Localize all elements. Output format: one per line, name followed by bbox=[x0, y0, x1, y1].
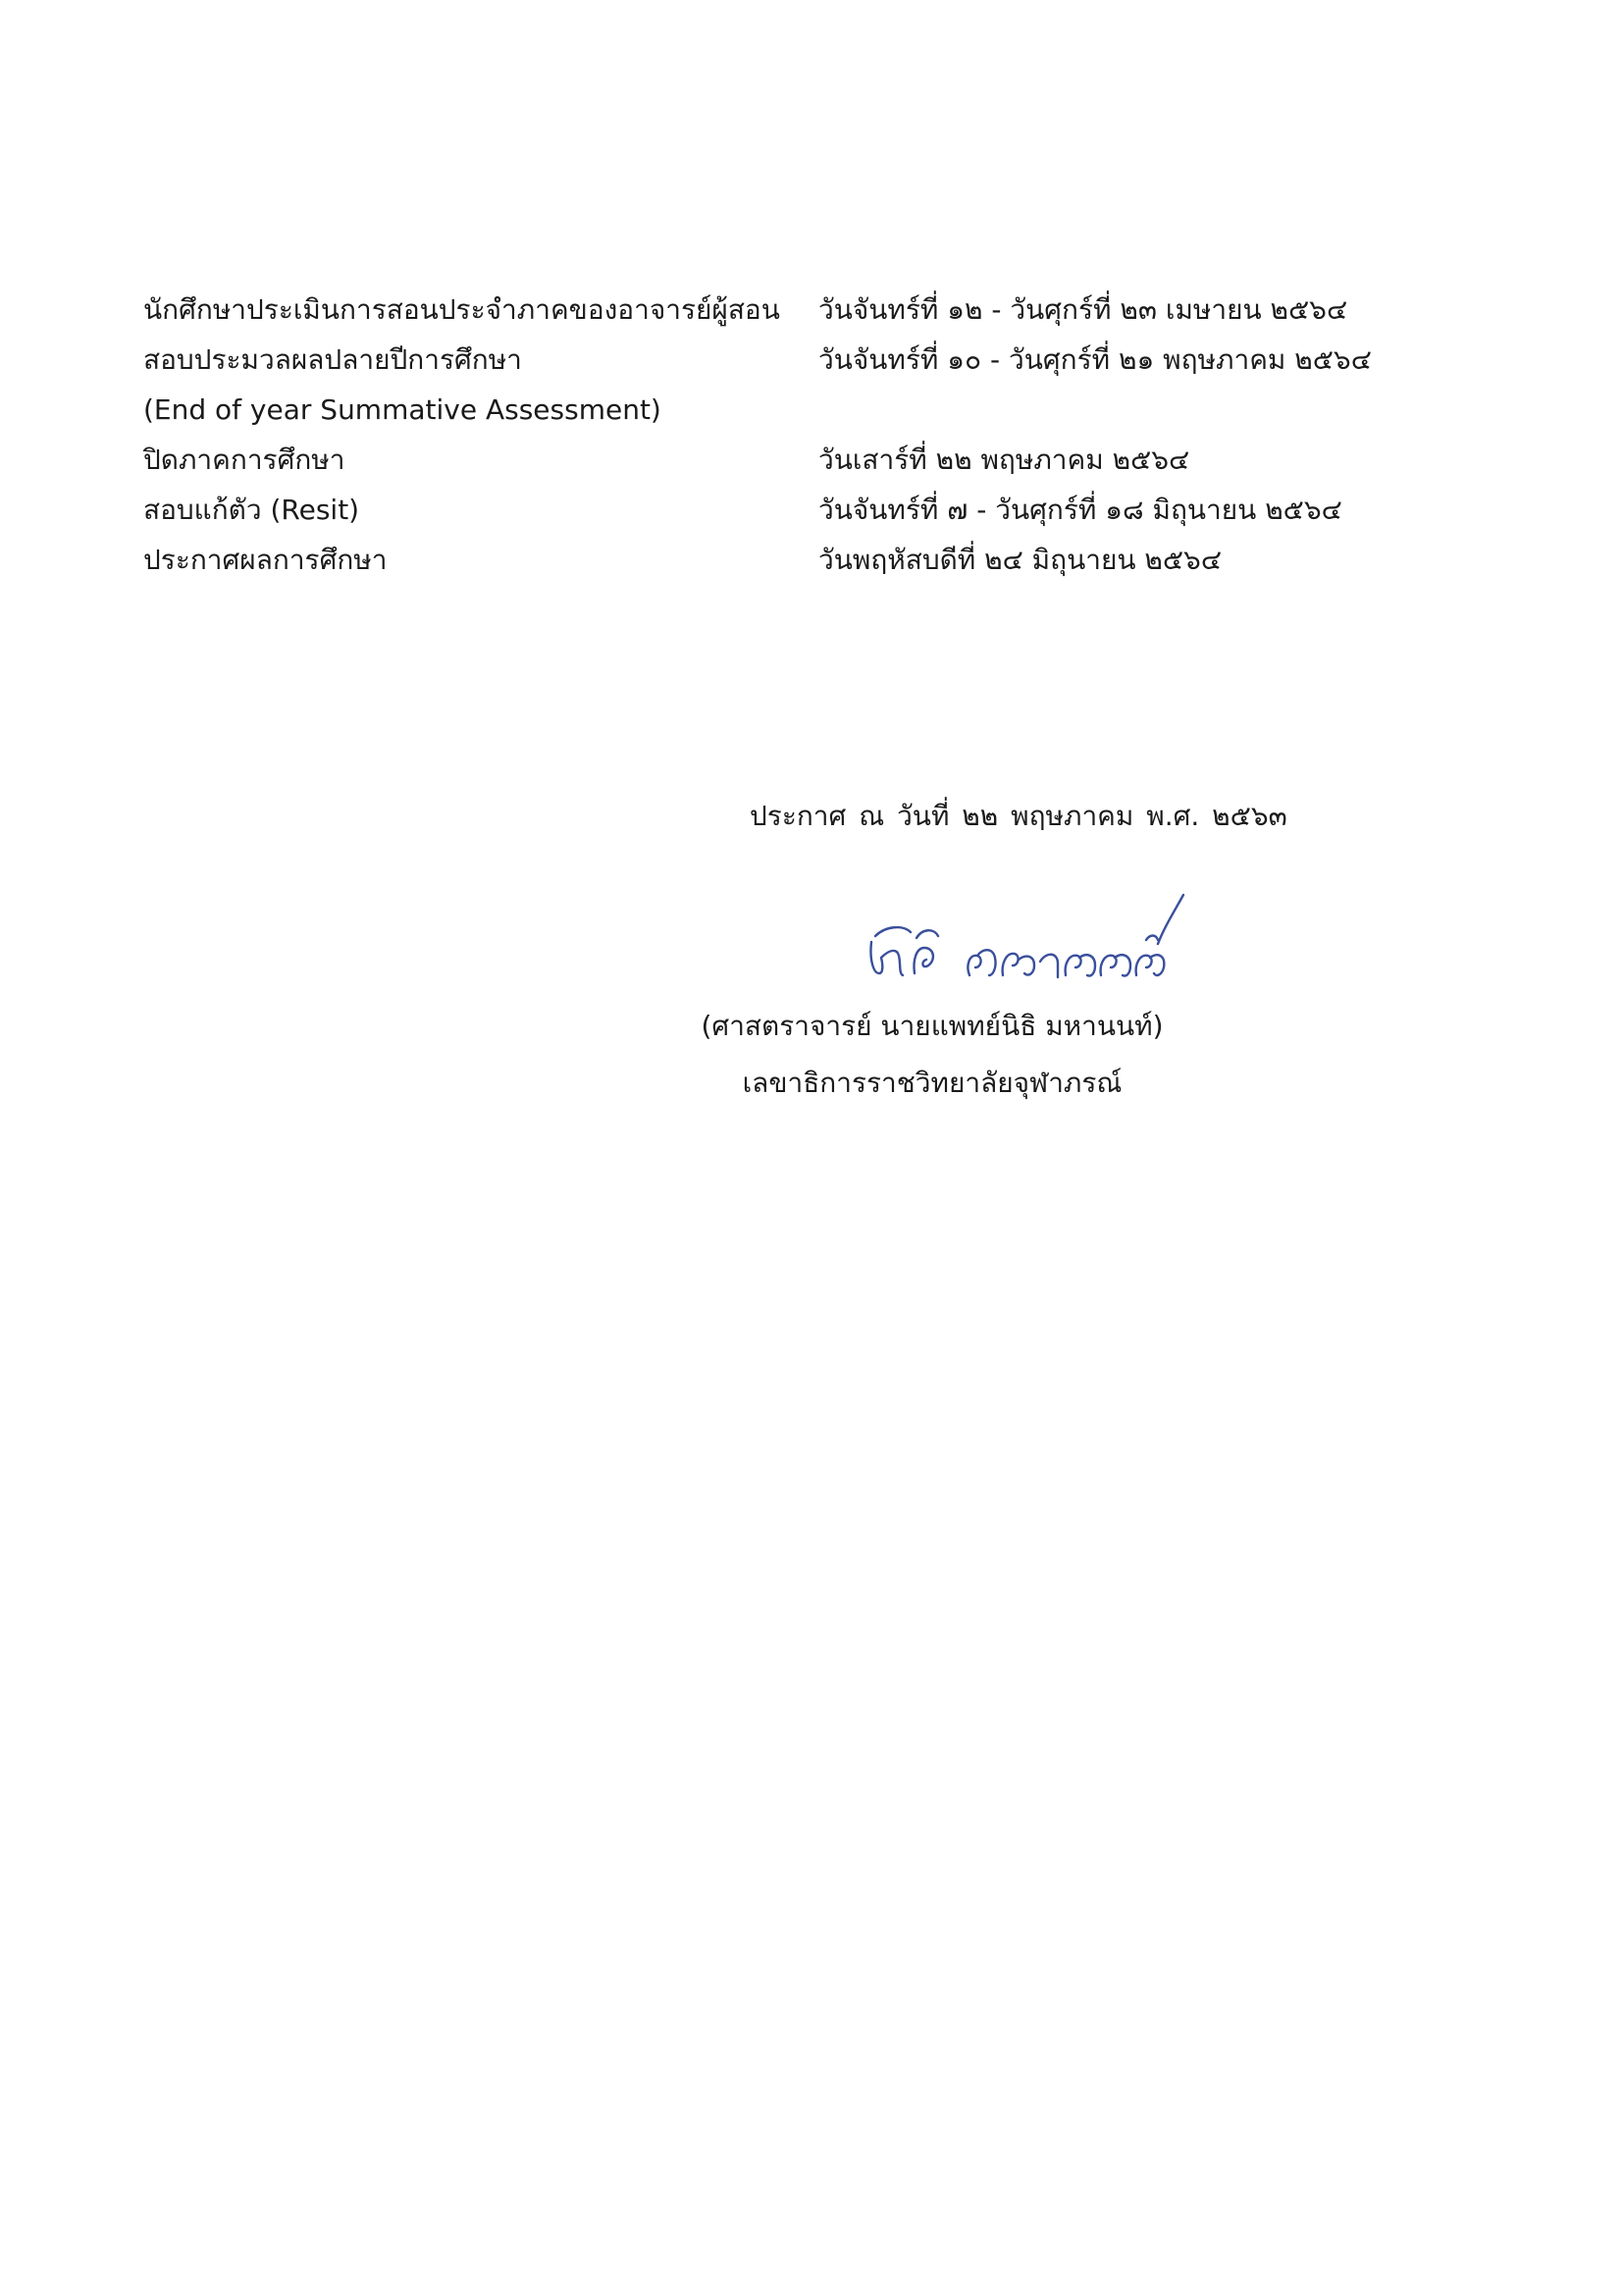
schedule-label: สอบแก้ตัว (Resit) bbox=[143, 494, 360, 526]
schedule-row bbox=[143, 340, 1419, 391]
schedule-label: สอบประมวลผลปลายปีการศึกษา bbox=[143, 343, 522, 376]
schedule-row bbox=[143, 290, 1419, 340]
schedule-date: วันจันทร์ที่ ๑๒ - วันศุกร์ที่ ๒๓ เมษายน ๒๕๖๔ bbox=[818, 293, 1348, 326]
schedule-label: ปิดภาคการศึกษา bbox=[143, 444, 345, 476]
schedule-row bbox=[143, 391, 1419, 441]
schedule-list bbox=[143, 290, 1419, 591]
schedule-date: วันจันทร์ที่ ๑๐ - วันศุกร์ที่ ๒๑ พฤษภาคม ๒๕๖๔ bbox=[818, 343, 1372, 376]
signer-name: (ศาสตราจารย์ นายแพทย์นิธิ มหานนท์) bbox=[701, 1010, 1164, 1042]
schedule-label: ประกาศผลการศึกษา bbox=[143, 544, 388, 576]
schedule-date: วันพฤหัสบดีที่ ๒๔ มิถุนายน ๒๕๖๔ bbox=[818, 544, 1223, 576]
schedule-label: นักศึกษาประเมินการสอนประจำภาคของอาจารย์ผู้สอน bbox=[143, 293, 780, 326]
schedule-row bbox=[143, 491, 1419, 541]
handwritten-signature bbox=[864, 883, 1197, 991]
schedule-date: วันจันทร์ที่ ๗ - วันศุกร์ที่ ๑๘ มิถุนายน ๒๕๖๔ bbox=[818, 494, 1342, 526]
schedule-date: วันเสาร์ที่ ๒๒ พฤษภาคม ๒๕๖๔ bbox=[818, 444, 1190, 476]
signer-position: เลขาธิการราชวิทยาลัยจุฬาภรณ์ bbox=[742, 1067, 1123, 1099]
announcement-date: ประกาศ ณ วันที่ ๒๒ พฤษภาคม พ.ศ. ๒๕๖๓ bbox=[750, 800, 1287, 832]
schedule-row bbox=[143, 541, 1419, 591]
schedule-row bbox=[143, 441, 1419, 491]
schedule-label: (End of year Summative Assessment) bbox=[143, 393, 661, 426]
